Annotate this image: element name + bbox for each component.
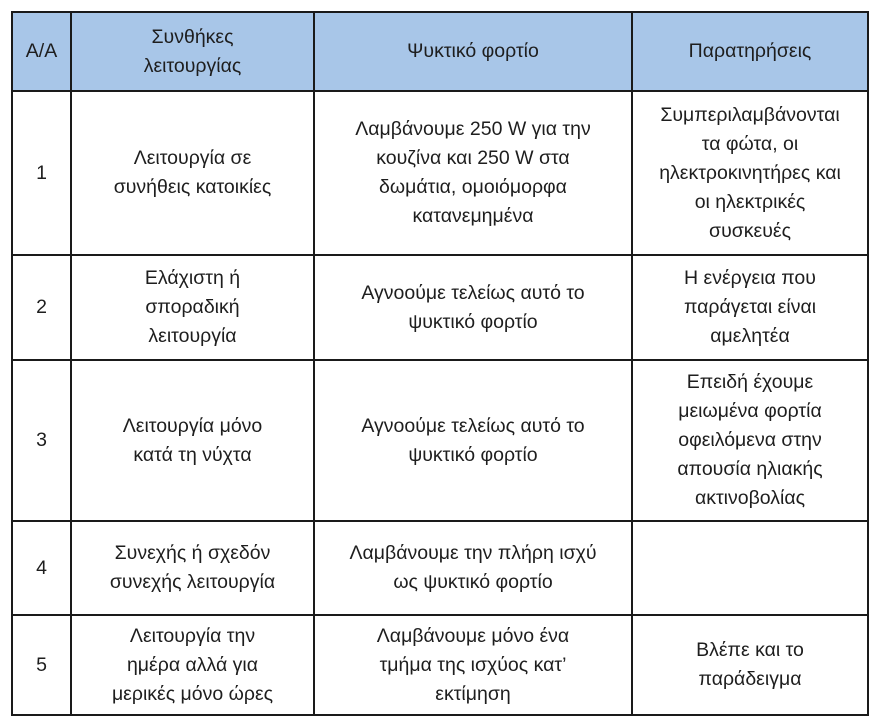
row-notes	[632, 615, 868, 715]
cell-line: Αγνοούμε τελείως αυτό το	[361, 281, 585, 304]
cell-line: αμελητέα	[710, 325, 790, 347]
cell-line: Ελάχιστη ή	[144, 267, 241, 289]
cell-line: ως ψυκτικό φορτίο	[393, 571, 553, 593]
table-row	[12, 521, 868, 615]
header-load	[314, 12, 632, 91]
header-conditions	[71, 12, 314, 91]
cell-line: Λειτουργία την	[129, 624, 256, 647]
cell-line: μειωμένα φορτία	[678, 400, 822, 422]
cell-line: παράγεται είναι	[683, 296, 817, 318]
row-notes	[632, 360, 868, 521]
table-row	[12, 91, 868, 255]
header-conditions-line: Συνθήκες	[151, 25, 234, 48]
cell-line: ηλεκτροκινητήρες και	[659, 161, 841, 184]
row-number	[12, 360, 71, 521]
row-notes	[632, 91, 868, 255]
row-load	[314, 521, 632, 615]
row-load	[314, 91, 632, 255]
cell-line: σποραδική	[145, 296, 240, 318]
row-number	[12, 91, 71, 255]
cell-line: τα φώτα, οι	[701, 132, 799, 155]
cell-line: Λαμβάνουμε 250 W για την	[355, 118, 591, 140]
header-notes	[632, 12, 868, 91]
row-load	[314, 615, 632, 715]
table-row	[12, 255, 868, 360]
table-row	[12, 360, 868, 521]
row-number-text: 4	[36, 556, 47, 579]
row-conditions	[71, 615, 314, 715]
header-notes-text: Παρατηρήσεις	[688, 40, 812, 62]
header-number-text: Α/Α	[25, 40, 58, 62]
cell-line: μερικές μόνο ώρες	[111, 682, 274, 705]
cell-line: Βλέπε και το	[696, 639, 804, 661]
cooling-load-table	[11, 11, 869, 716]
header-load-text: Ψυκτικό φορτίο	[407, 40, 539, 62]
row-number-text: 2	[36, 296, 47, 318]
cell-line: Αγνοούμε τελείως αυτό το	[361, 414, 585, 437]
cell-line: Η ενέργεια που	[684, 267, 816, 289]
cell-line: Λειτουργία μόνο	[122, 414, 263, 437]
cell-line: συνήθεις κατοικίες	[113, 176, 272, 198]
cell-line: ακτινοβολίας	[694, 487, 806, 509]
cell-line: ψυκτικό φορτίο	[408, 310, 538, 333]
cell-line: παράδειγμα	[698, 668, 802, 690]
row-number	[12, 521, 71, 615]
row-conditions	[71, 91, 314, 255]
cell-line: Λειτουργία σε	[133, 147, 252, 169]
row-load	[314, 360, 632, 521]
row-notes	[632, 255, 868, 360]
cell-line: τμήμα της ισχύος κατ’	[379, 653, 567, 676]
cell-line: Συνεχής ή σχεδόν	[114, 542, 271, 564]
cell-line: κουζίνα και 250 W στα	[376, 147, 570, 169]
cell-line: συνεχής λειτουργία	[109, 571, 276, 593]
table-header-row	[12, 12, 868, 91]
cell-line: Λαμβάνουμε μόνο ένα	[376, 624, 570, 647]
cell-line: δωμάτια, ομοιόμορφα	[379, 176, 567, 198]
cell-line: οι ηλεκτρικές	[694, 190, 806, 213]
row-number	[12, 255, 71, 360]
cell-line: Λαμβάνουμε την πλήρη ισχύ	[349, 542, 597, 564]
cell-line: συσκευές	[709, 219, 791, 242]
cell-line: απουσία ηλιακής	[677, 458, 823, 480]
row-load	[314, 255, 632, 360]
cell-line: λειτουργία	[148, 325, 237, 347]
row-notes	[632, 521, 868, 615]
row-number-text: 5	[36, 653, 47, 676]
header-conditions-line: λειτουργίας	[143, 54, 242, 77]
cell-line: Επειδή έχουμε	[686, 371, 814, 393]
row-conditions	[71, 360, 314, 521]
row-number	[12, 615, 71, 715]
header-number	[12, 12, 71, 91]
cell-line: ψυκτικό φορτίο	[408, 443, 538, 466]
row-number-text: 3	[36, 429, 47, 451]
row-conditions	[71, 521, 314, 615]
row-number-text: 1	[36, 161, 47, 184]
cell-line: κατά τη νύχτα	[133, 443, 252, 466]
cell-line: κατανεμημένα	[412, 205, 534, 227]
cell-line: εκτίμηση	[435, 682, 511, 705]
cell-line: Συμπεριλαμβάνονται	[660, 103, 840, 126]
row-conditions	[71, 255, 314, 360]
table-row	[12, 615, 868, 715]
cell-line: ημέρα αλλά για	[126, 653, 259, 676]
cell-line: οφειλόμενα στην	[678, 429, 822, 451]
